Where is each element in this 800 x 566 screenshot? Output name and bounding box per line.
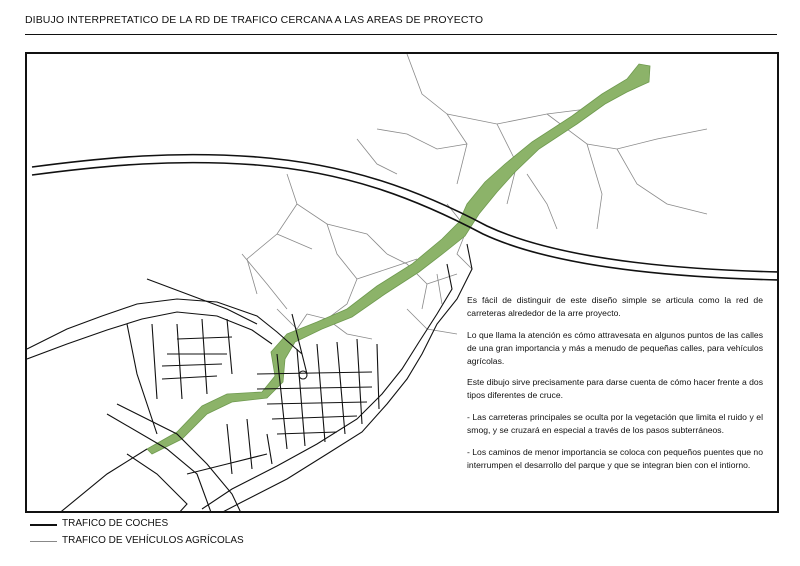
thick-line-swatch — [30, 524, 57, 526]
title-divider — [25, 34, 777, 35]
description-paragraph: - Las carreteras principales se oculta por la vegetación que limita el ruido y el smog, y se cruzará en especial a través de los pasos subterráneos. — [467, 412, 763, 436]
description-text — [467, 294, 763, 481]
description-paragraph: Este dibujo sirve precisamente para darse cuenta de cómo hacer frente a dos tipos diferentes de cruce. — [467, 377, 763, 401]
legend-label: TRAFICO DE VEHÍCULOS AGRÍCOLAS — [62, 535, 244, 546]
thin-line-swatch — [30, 541, 57, 542]
description-paragraph: - Los caminos de menor importancia se coloca con pequeños puentes que no interrumpen el desarrollo del parque y que se integran bien con el intiorno. — [467, 447, 763, 470]
highway — [32, 155, 779, 280]
description-paragraph: Es fácil de distinguir de este diseño simple se articula como la red de carreteras alrededor de la arre proyecto. — [467, 295, 763, 318]
legend-label: TRAFICO DE COCHES — [62, 518, 169, 529]
description-paragraph: Lo que llama la atención es cómo attravesata en algunos puntos de las calles de una gran importancia y más a menudo de pequeñas calles, para vehículos agrícolas. — [467, 329, 763, 366]
map-frame — [25, 52, 779, 513]
car-roads — [27, 244, 472, 513]
page-title: DIBUJO INTERPRETATICO DE LA RD DE TRAFICO CERCANA A LAS AREAS DE PROYECTO — [25, 14, 484, 26]
